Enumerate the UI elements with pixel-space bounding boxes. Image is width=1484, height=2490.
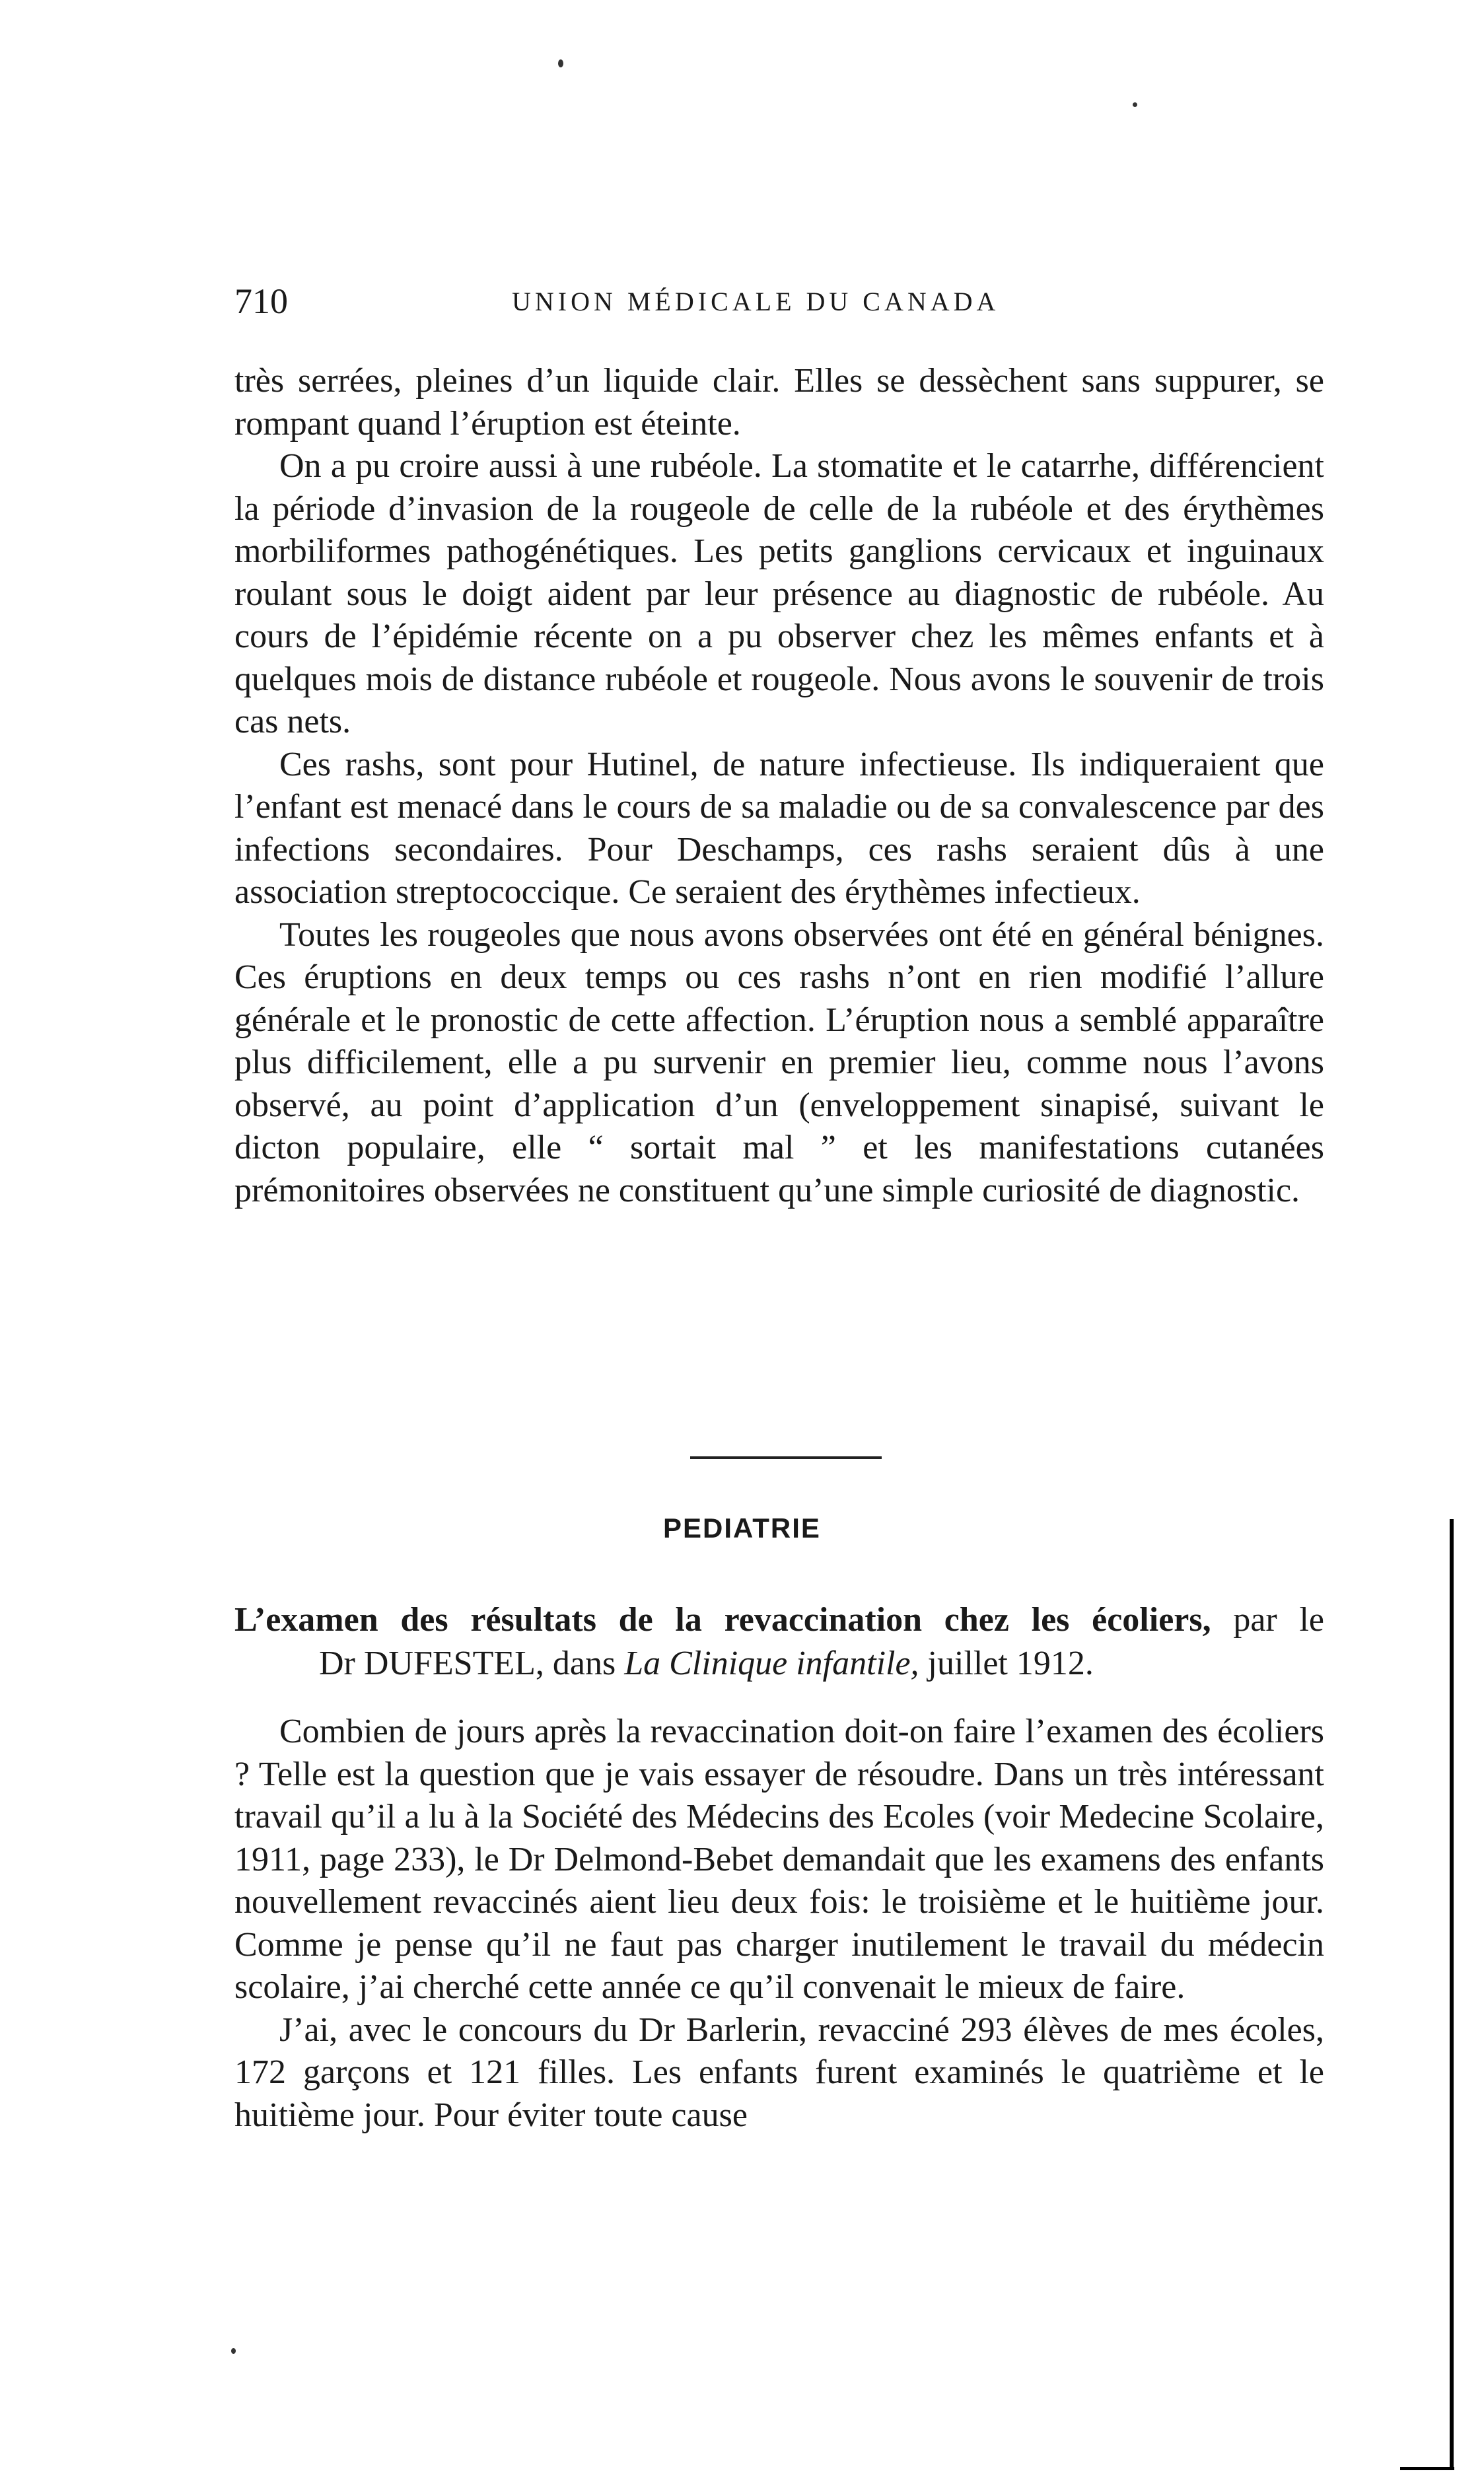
paragraph-continuation: très serrées, pleines d’un liquide clair. Elles se dessèchent sans suppurer, se rompant quand l’éruption est éteinte. bbox=[234, 362, 1324, 443]
article-date: juillet 1912. bbox=[927, 1645, 1094, 1682]
article-heading bbox=[234, 1598, 1324, 1686]
body-text-upper bbox=[234, 360, 1324, 1212]
section-divider bbox=[690, 1456, 882, 1459]
paragraph-rubeole: On a pu croire aussi à une rubéole. La stomatite et le catarrhe, différencient la période d’invasion de la rougeole de celle de la rubéole et des érythèmes morbiliformes pathogénétiques. Les petits ganglions cervicaux et inguinaux roulant sous le doigt aident par leur présence au diagnostic de rubéole. Au cours de l’épidémie récente on a pu observer chez les mêmes enfants et à quelques mois de distance rubéole et rougeole. Nous avons le souvenir de trois cas nets. bbox=[234, 447, 1324, 740]
paragraph-rashs: Ces rashs, sont pour Hutinel, de nature infectieuse. Ils indiqueraient que l’enfant est menacé dans le cours de sa maladie ou de sa convalescence par des infections secondaires. Pour Deschamps, ces rashs seraient dûs à une association streptococcique. Ce seraient des érythèmes infectieux. bbox=[234, 745, 1324, 911]
article-by: par le bbox=[1233, 1601, 1324, 1639]
running-title: UNION MÉDICALE DU CANADA bbox=[512, 287, 1000, 316]
article-title: L’examen des résultats de la revaccination chez les écoliers, bbox=[234, 1601, 1211, 1639]
article-author: Dr DUFESTEL, bbox=[319, 1645, 544, 1682]
scan-speck bbox=[558, 59, 563, 67]
scan-edge-mark bbox=[1400, 2467, 1454, 2470]
paragraph-revaccine: J’ai, avec le concours du Dr Barlerin, revacciné 293 élèves de mes écoles, 172 garçons et 121 filles. Les enfants furent examinés le quatrième et le huitième jour. Pour éviter toute cause bbox=[234, 2010, 1324, 2134]
paragraph-rougeoles: Toutes les rougeoles que nous avons observées ont été en général bénignes. Ces éruptions en deux temps ou ces rashs n’ont en rien modifié l’allure générale et le pronostic de cette affection. L’éruption nous a semblé apparaître plus difficilement, elle a pu survenir en premier lieu, comme nous l’avons observé, au point d’application d’un (enveloppement sinapisé, suivant le dicton populaire, elle “ sortait mal ” et les manifestations cutanées prémonitoires observées ne constituent qu’une simple curiosité de diagnostic. bbox=[234, 915, 1324, 1209]
body-text-lower bbox=[234, 1711, 1324, 2137]
scan-edge-bleed bbox=[1450, 1519, 1454, 2470]
paragraph-combien: Combien de jours après la revaccination doit-on faire l’examen des écoliers ? Telle est la question que je vais essayer de résoudre. Dans un très intéressant travail qu’il a lu à la Société des Médecins des Ecoles (voir Medecine Scolaire, 1911, page 233), le Dr Delmond-Bebet demandait que les examens des enfants nouvellement revaccinés aient lieu deux fois: le troisième et le huitième jour. Comme je pense qu’il ne faut pas charger inutilement le travail du médecin scolaire, j’ai cherché cette année ce qu’il convenait le mieux de faire. bbox=[234, 1713, 1324, 2006]
article-journal: La Clinique infantile, bbox=[624, 1645, 919, 1682]
article-heading-line-2 bbox=[234, 1642, 1324, 1686]
page-number: 710 bbox=[234, 281, 288, 321]
scan-speck bbox=[1133, 102, 1137, 107]
scan-speck bbox=[231, 2348, 236, 2354]
page-header bbox=[234, 281, 1324, 320]
article-heading-line-1 bbox=[234, 1598, 1324, 1642]
section-title: PEDIATRIE bbox=[663, 1512, 821, 1544]
article-in: dans bbox=[552, 1645, 616, 1682]
